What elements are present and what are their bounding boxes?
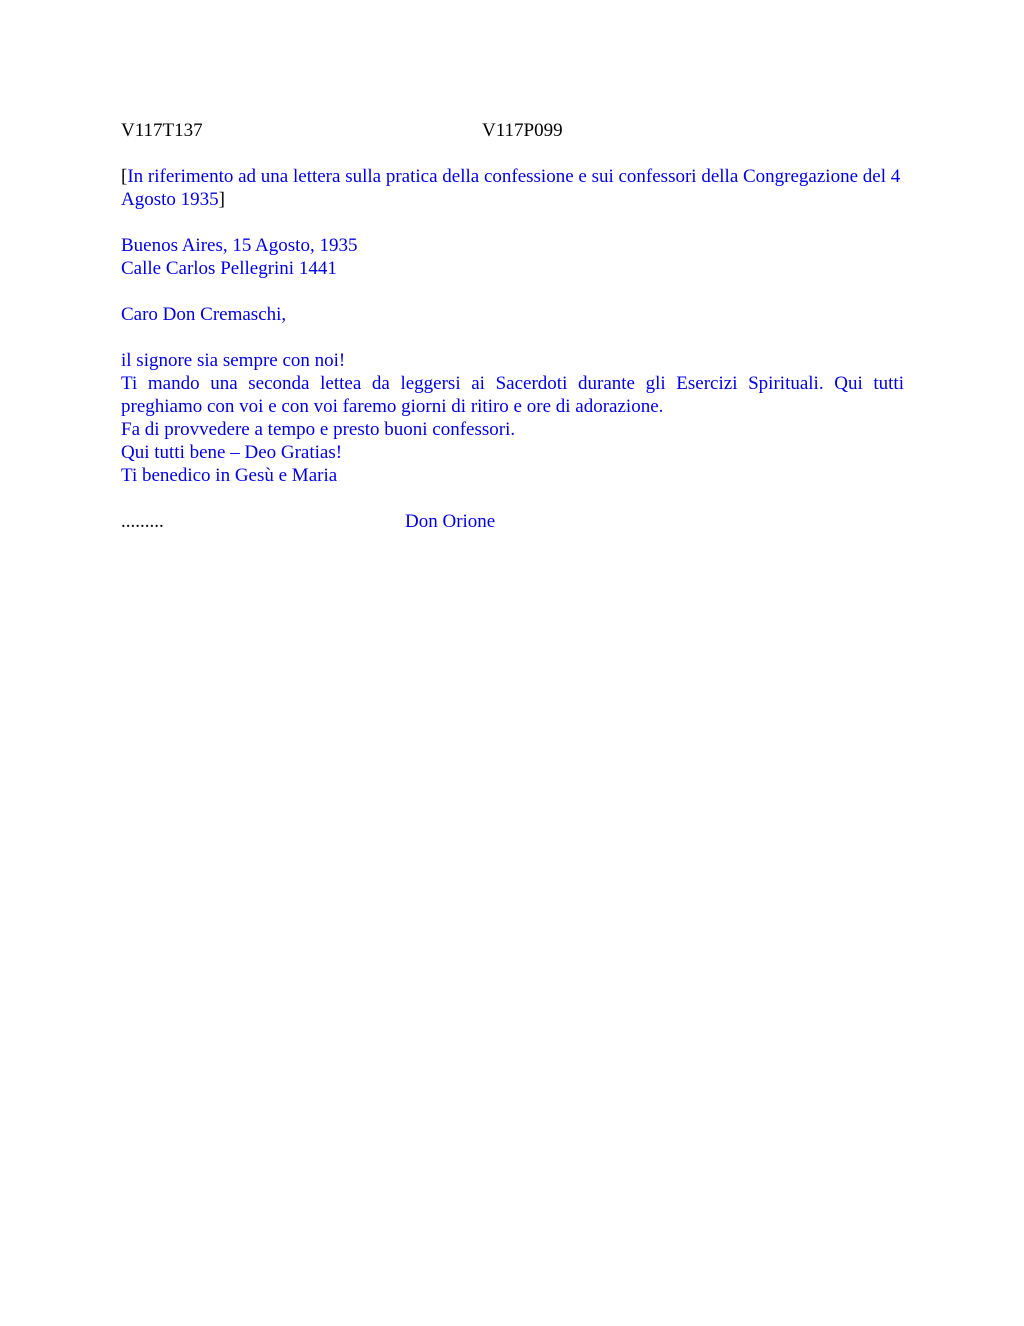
body-line-greeting: il signore sia sempre con noi! bbox=[121, 350, 346, 371]
code-right: V117P099 bbox=[482, 120, 563, 141]
closing-ellipsis: ......... bbox=[121, 511, 164, 532]
note-open-bracket: [ bbox=[121, 166, 128, 187]
salutation: Caro Don Cremaschi, bbox=[121, 304, 287, 325]
document-codes bbox=[121, 119, 904, 142]
code-left: V117T137 bbox=[121, 120, 203, 141]
editorial-note bbox=[121, 165, 904, 211]
letter-content bbox=[121, 119, 904, 533]
note-close-bracket: ] bbox=[218, 189, 225, 210]
signature: Don Orione bbox=[405, 511, 496, 532]
place-date-line: Buenos Aires, 15 Agosto, 1935 bbox=[121, 235, 358, 256]
body-line-blessing: Ti benedico in Gesù e Maria bbox=[121, 465, 338, 486]
body-line-deo-gratias: Qui tutti bene – Deo Gratias! bbox=[121, 442, 343, 463]
note-text: In riferimento ad una lettera sulla pratica della confessione e sui confessori della Congregazione del 4 Agosto 1935 bbox=[121, 166, 901, 210]
body-line-confessors: Fa di provvedere a tempo e presto buoni confessori. bbox=[121, 419, 516, 440]
closing-row bbox=[121, 510, 904, 533]
address-line: Calle Carlos Pellegrini 1441 bbox=[121, 258, 337, 279]
body-line-letter: Ti mando una seconda lettea da leggersi ai Sacerdoti durante gli Esercizi Spirituali. Qui tutti preghiamo con voi e con voi faremo giorni di ritiro e ore di adorazione. bbox=[121, 373, 904, 417]
